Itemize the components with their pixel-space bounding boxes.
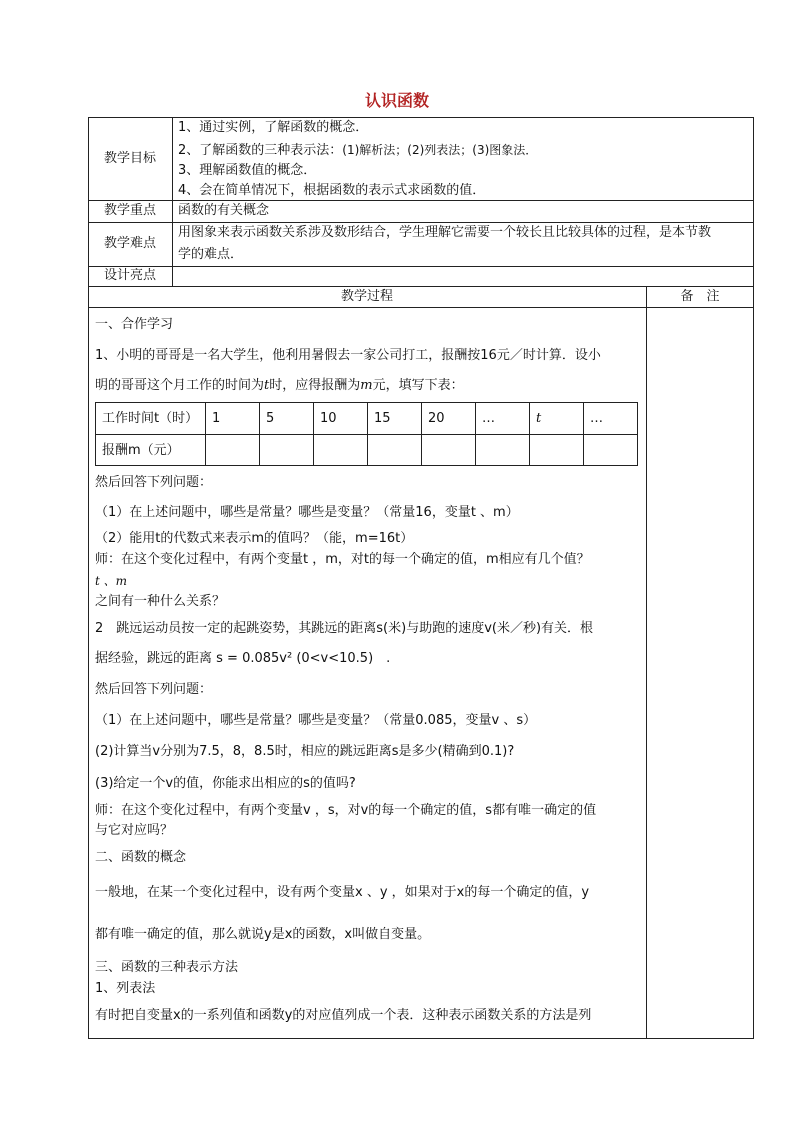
difficulty-text: 用图象来表示函数关系涉及数形结合，学生理解它需要一个较长且比较具体的过程，是本节教 [178,225,712,240]
definition-text: 都有唯一确定的值，那么就说y是x的函数，x叫做自变量。 [95,927,431,942]
table-cell: 5 [260,403,314,434]
highlight-label: 设计亮点 [103,268,156,283]
objective-item: 4、会在简单情况下，根据函数的表示式求函数的值． [178,183,486,198]
question: (2)计算当v分别为7.5，8，8.5时，相应的跳远距离s是多少(精确到0.1)? [95,744,515,759]
table-cell [314,435,368,466]
document-title: 认识函数 [364,91,429,110]
wage-table [95,402,638,466]
table-header-cell: 报酬m（元） [96,435,206,466]
difficulty-text: 学的难点． [178,247,244,262]
question-intro: 然后回答下列问题： [95,682,213,697]
table-header-cell: 工作时间t（时） [96,403,206,434]
section-heading: 一、合作学习 [95,317,174,332]
teacher-prompt: 师：在这个变化过程中，有两个变量v ，s，对v的每一个确定的值，s都有唯一确定的值 [95,803,597,818]
subsection-heading: 1、列表法 [95,981,156,996]
table-row [96,403,637,435]
table-cell: 1 [206,403,260,434]
problem-text [95,375,643,397]
teacher-prompt: 与它对应吗？ [95,823,174,838]
method-text: 有时把自变量x的一系列值和函数y的对应值列成一个表．这种表示函数关系的方法是列 [95,1008,592,1023]
table-cell [206,435,260,466]
problem-text-part: 元，填写下表： [372,378,464,393]
table-cell [584,435,637,466]
objective-item [178,139,537,162]
table-cell [260,435,314,466]
variable-m: m [360,378,373,393]
objective-item-text: 2、了解函数的三种表示法： [178,143,343,158]
question: (3)给定一个v的值，你能求出相应的s的值吗? [95,776,356,791]
difficulty-label: 教学难点 [103,236,156,251]
notes-column-header: 备 注 [680,289,720,304]
problem-text: 据经验，跳远的距离 s = 0.085v² (0<v<10.5) . [95,651,391,666]
table-cell [368,435,422,466]
question-intro: 然后回答下列问题： [95,475,213,490]
problem-text-part: 时，应得报酬为 [269,378,361,393]
key-points-label: 教学重点 [103,203,156,218]
teacher-prompt: t 、m [95,574,128,588]
problem-text-part: 明的哥哥这个月工作的时间为 [95,378,265,393]
table-cell: … [476,403,530,434]
problem-text: 1、小明的哥哥是一名大学生，他利用暑假去一家公司打工，报酬按16元／时计算．设小 [95,348,601,363]
objective-item-methods: (1)解析法；(2)列表法；(3)图象法． [342,143,538,157]
section-heading: 二、函数的概念 [95,850,187,865]
table-cell: 10 [314,403,368,434]
table-cell: t [530,403,584,434]
process-column-header: 教学过程 [340,289,393,304]
variable-t: t [264,378,270,393]
table-cell [422,435,476,466]
table-cell [476,435,530,466]
table-cell: … [590,411,603,426]
table-row [96,435,637,466]
label-column-divider [172,117,173,286]
question: （2）能用t的代数式来表示m的值吗？（能，m=16t） [95,531,414,546]
teacher-prompt: 之间有一种什么关系？ [95,594,226,609]
question: （1）在上述问题中，哪些是常量？哪些是变量？（常量0.085，变量v 、s） [95,713,537,728]
problem-text: 2 跳远运动员按一定的起跳姿势，其跳远的距离s(米)与助跑的速度v(米／秒)有关．根 [95,621,594,636]
table-cell: 15 [368,403,422,434]
definition-text: 一般地，在某一个变化过程中，设有两个变量x 、y ，如果对于x的每一个确定的值，y [95,885,590,900]
section-heading: 三、函数的三种表示方法 [95,960,239,975]
key-points-text: 函数的有关概念 [178,203,270,218]
teacher-prompt: 师：在这个变化过程中，有两个变量t ，m，对t的每一个确定的值，m相应有几个值？ [95,552,590,567]
row-divider [88,266,754,267]
objective-item: 3、理解函数值的概念． [178,163,317,178]
question: （1）在上述问题中，哪些是常量？哪些是变量？（常量16，变量t 、m） [95,505,519,520]
objectives-label: 教学目标 [103,151,156,166]
table-cell [530,435,584,466]
notes-column-divider [646,286,647,1039]
table-cell: 20 [422,403,476,434]
objective-item: 1、通过实例，了解函数的概念． [178,120,369,135]
